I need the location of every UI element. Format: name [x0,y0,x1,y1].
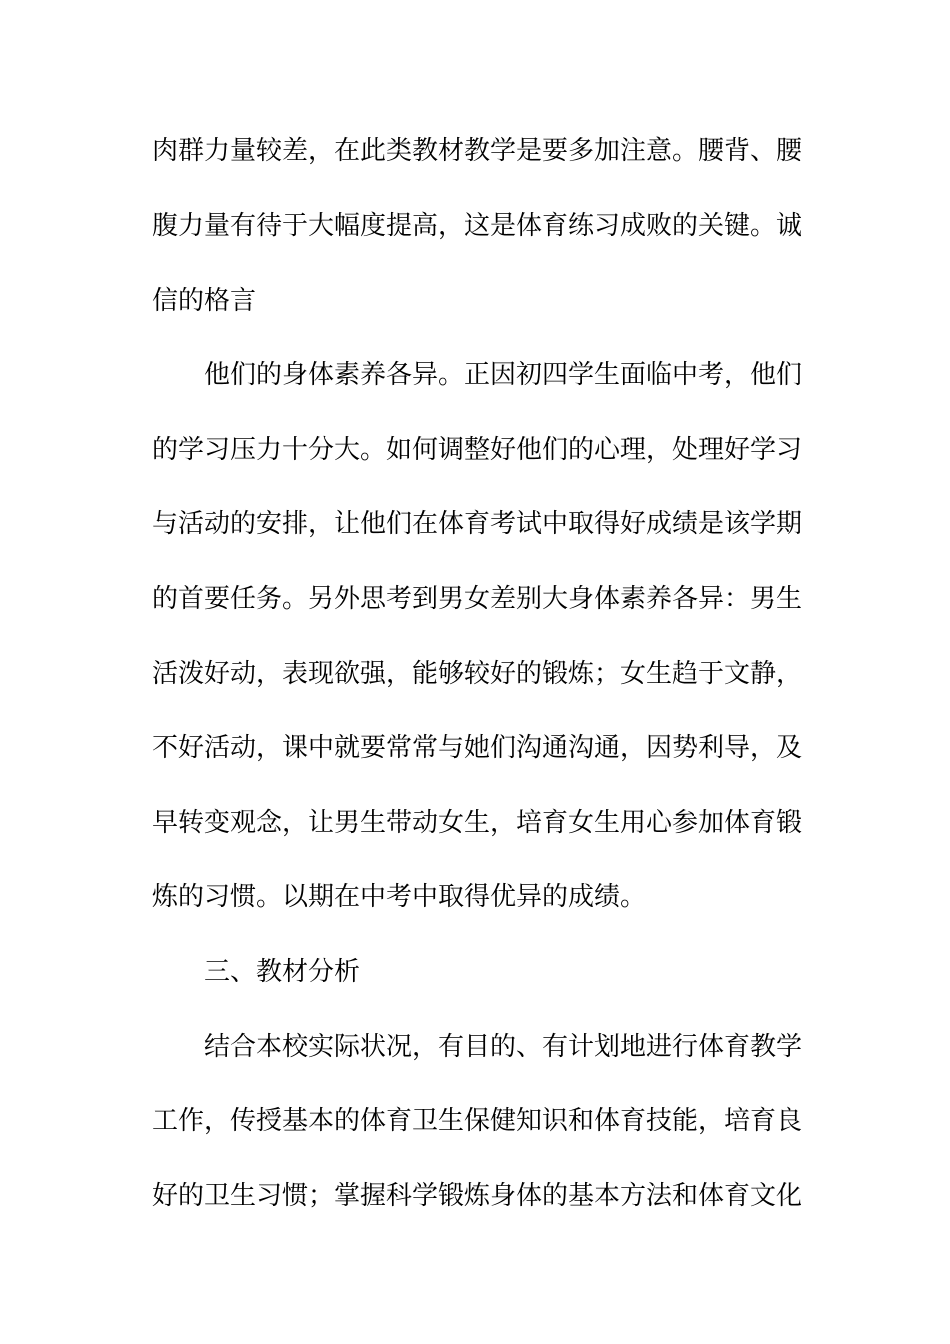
text-line: 好的卫生习惯；掌握科学锻炼身体的基本方法和体育文化 [152,1181,803,1211]
text-line: 活泼好动，表现欲强，能够较好的锻炼；女生趋于文静， [152,659,803,689]
text-line: 炼的习惯。以期在中考中取得优异的成绩。 [152,882,647,912]
text-line: 与活动的安排，让他们在体育考试中取得好成绩是该学期 [152,509,803,539]
text-line: 工作，传授基本的体育卫生保健知识和体育技能，培育良 [152,1106,803,1136]
text-line: 腹力量有待于大幅度提高，这是体育练习成败的关键。诚 [152,211,803,241]
text-line: 不好活动，课中就要常常与她们沟通沟通，因势利导，及 [152,733,803,763]
text-line: 肉群力量较差，在此类教材教学是要多加注意。腰背、腰 [152,136,803,166]
text-line: 他们的身体素养各异。正因初四学生面临中考，他们 [204,360,803,390]
text-line: 的学习压力十分大。如何调整好他们的心理，处理好学习 [152,435,803,465]
text-line: 结合本校实际状况，有目的、有计划地进行体育教学 [204,1032,803,1062]
text-line: 信的格言 [152,286,257,316]
text-line: 早转变观念，让男生带动女生，培育女生用心参加体育锻 [152,808,803,838]
text-line: 的首要任务。另外思考到男女差别大身体素养各异：男生 [152,584,803,614]
section-heading: 三、教材分析 [204,957,361,987]
